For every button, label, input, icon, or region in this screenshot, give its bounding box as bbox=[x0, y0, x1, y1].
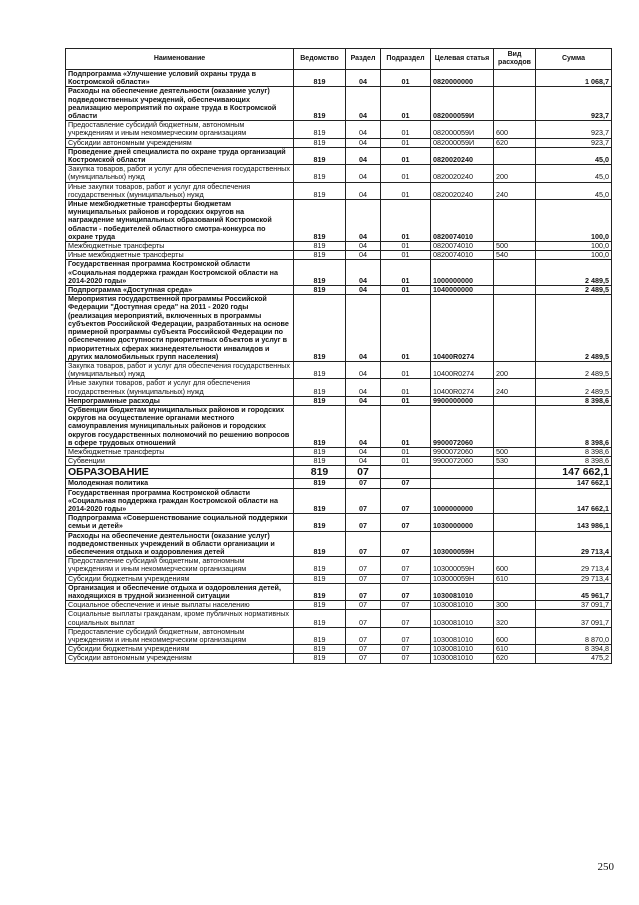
row-amount-cell: 37 091,7 bbox=[536, 601, 612, 610]
row-amount-cell: 45,0 bbox=[536, 147, 612, 164]
row-target-article-cell: 0820074010 bbox=[431, 242, 494, 251]
table-row bbox=[66, 147, 612, 164]
row-subsection-cell: 01 bbox=[381, 457, 431, 466]
row-expense-type-cell bbox=[494, 147, 536, 164]
row-target-article-cell: 1000000000 bbox=[431, 260, 494, 286]
row-amount-cell: 29 713,4 bbox=[536, 531, 612, 557]
row-department-cell: 819 bbox=[294, 242, 346, 251]
table-row bbox=[66, 405, 612, 447]
row-department-cell: 819 bbox=[294, 457, 346, 466]
row-name-cell: Молодежная политика bbox=[66, 479, 294, 488]
row-target-article-cell: 103000059Н bbox=[431, 557, 494, 574]
column-header-subsection: Подраздел bbox=[381, 49, 431, 70]
row-name-cell: Закупка товаров, работ и услуг для обеспечения государственных (муниципальных) нужд bbox=[66, 361, 294, 378]
table-row bbox=[66, 286, 612, 295]
row-expense-type-cell bbox=[494, 200, 536, 242]
row-expense-type-cell: 530 bbox=[494, 457, 536, 466]
row-target-article-cell: 1040000000 bbox=[431, 286, 494, 295]
row-name-cell: Межбюджетные трансферты bbox=[66, 242, 294, 251]
row-section-cell: 07 bbox=[346, 583, 381, 600]
column-header-department: Ведомство bbox=[294, 49, 346, 70]
row-amount-cell: 29 713,4 bbox=[536, 574, 612, 583]
row-department-cell: 819 bbox=[294, 531, 346, 557]
row-expense-type-cell: 200 bbox=[494, 165, 536, 182]
row-subsection-cell: 07 bbox=[381, 557, 431, 574]
row-section-cell: 04 bbox=[346, 396, 381, 405]
row-department-cell: 819 bbox=[294, 466, 346, 479]
row-subsection-cell: 07 bbox=[381, 479, 431, 488]
row-subsection-cell: 07 bbox=[381, 574, 431, 583]
row-expense-type-cell: 620 bbox=[494, 138, 536, 147]
row-amount-cell: 923,7 bbox=[536, 121, 612, 138]
row-subsection-cell: 01 bbox=[381, 70, 431, 87]
row-expense-type-cell: 540 bbox=[494, 251, 536, 260]
table-row bbox=[66, 583, 612, 600]
row-department-cell: 819 bbox=[294, 361, 346, 378]
row-section-cell: 07 bbox=[346, 610, 381, 627]
column-header-amount: Сумма bbox=[536, 49, 612, 70]
row-name-cell: Субвенции бюджетам муниципальных районов и городских округов на осуществление органами местного самоуправления муниципальных районов и городских округов государственных полномочий по решению вопросов в сфере трудовых отношений bbox=[66, 405, 294, 447]
table-row bbox=[66, 514, 612, 531]
row-department-cell: 819 bbox=[294, 138, 346, 147]
row-name-cell: Закупка товаров, работ и услуг для обеспечения государственных (муниципальных) нужд bbox=[66, 165, 294, 182]
table-row bbox=[66, 447, 612, 456]
row-subsection-cell: 01 bbox=[381, 165, 431, 182]
row-expense-type-cell: 610 bbox=[494, 574, 536, 583]
row-section-cell: 04 bbox=[346, 70, 381, 87]
table-row bbox=[66, 260, 612, 286]
row-subsection-cell: 07 bbox=[381, 583, 431, 600]
row-expense-type-cell: 500 bbox=[494, 242, 536, 251]
row-department-cell: 819 bbox=[294, 583, 346, 600]
row-name-cell: Межбюджетные трансферты bbox=[66, 447, 294, 456]
table-row bbox=[66, 557, 612, 574]
row-name-cell: Социальные выплаты гражданам, кроме публичных нормативных социальных выплат bbox=[66, 610, 294, 627]
row-subsection-cell: 01 bbox=[381, 379, 431, 396]
row-subsection-cell: 01 bbox=[381, 121, 431, 138]
row-target-article-cell: 1030000000 bbox=[431, 514, 494, 531]
row-section-cell: 04 bbox=[346, 379, 381, 396]
row-subsection-cell: 01 bbox=[381, 251, 431, 260]
row-name-cell: Субвенции bbox=[66, 457, 294, 466]
row-subsection-cell: 07 bbox=[381, 488, 431, 514]
row-expense-type-cell bbox=[494, 286, 536, 295]
row-department-cell: 819 bbox=[294, 610, 346, 627]
row-expense-type-cell: 610 bbox=[494, 645, 536, 654]
row-subsection-cell: 07 bbox=[381, 627, 431, 644]
row-subsection-cell: 07 bbox=[381, 645, 431, 654]
row-department-cell: 819 bbox=[294, 165, 346, 182]
row-expense-type-cell: 600 bbox=[494, 121, 536, 138]
row-amount-cell: 8 398,6 bbox=[536, 457, 612, 466]
row-department-cell: 819 bbox=[294, 260, 346, 286]
row-section-cell: 04 bbox=[346, 457, 381, 466]
row-section-cell: 07 bbox=[346, 557, 381, 574]
row-section-cell: 04 bbox=[346, 242, 381, 251]
row-expense-type-cell: 320 bbox=[494, 610, 536, 627]
row-amount-cell: 147 662,1 bbox=[536, 479, 612, 488]
row-name-cell: Субсидии бюджетным учреждениям bbox=[66, 645, 294, 654]
row-section-cell: 07 bbox=[346, 488, 381, 514]
table-row bbox=[66, 200, 612, 242]
row-name-cell: Подпрограмма «Улучшение условий охраны труда в Костромской области» bbox=[66, 70, 294, 87]
row-subsection-cell: 01 bbox=[381, 147, 431, 164]
row-expense-type-cell: 200 bbox=[494, 361, 536, 378]
table-row bbox=[66, 87, 612, 121]
table-row bbox=[66, 601, 612, 610]
table-row bbox=[66, 488, 612, 514]
row-amount-cell: 475,2 bbox=[536, 654, 612, 663]
row-expense-type-cell bbox=[494, 479, 536, 488]
row-amount-cell: 2 489,5 bbox=[536, 260, 612, 286]
row-target-article-cell: 1030081010 bbox=[431, 601, 494, 610]
row-subsection-cell: 01 bbox=[381, 87, 431, 121]
row-name-cell: Предоставление субсидий бюджетным, автономным учреждениям и иным некоммерческим организациям bbox=[66, 121, 294, 138]
row-name-cell: Государственная программа Костромской области «Социальная поддержка граждан Костромской области на 2014-2020 годы» bbox=[66, 488, 294, 514]
row-department-cell: 819 bbox=[294, 147, 346, 164]
table-row bbox=[66, 574, 612, 583]
row-amount-cell: 1 068,7 bbox=[536, 70, 612, 87]
row-subsection-cell: 07 bbox=[381, 531, 431, 557]
row-name-cell: Подпрограмма «Совершенствование социальной поддержки семьи и детей» bbox=[66, 514, 294, 531]
row-target-article-cell: 0820020240 bbox=[431, 147, 494, 164]
table-row bbox=[66, 396, 612, 405]
budget-table bbox=[65, 48, 612, 664]
row-expense-type-cell: 300 bbox=[494, 601, 536, 610]
row-subsection-cell: 01 bbox=[381, 295, 431, 362]
row-section-cell: 04 bbox=[346, 87, 381, 121]
row-target-article-cell: 10400R0274 bbox=[431, 379, 494, 396]
row-name-cell: Субсидии автономным учреждениям bbox=[66, 654, 294, 663]
row-target-article-cell: 082000059И bbox=[431, 87, 494, 121]
row-department-cell: 819 bbox=[294, 488, 346, 514]
row-expense-type-cell bbox=[494, 260, 536, 286]
row-department-cell: 819 bbox=[294, 87, 346, 121]
row-amount-cell: 45,0 bbox=[536, 182, 612, 199]
row-amount-cell: 2 489,5 bbox=[536, 295, 612, 362]
row-target-article-cell bbox=[431, 479, 494, 488]
row-department-cell: 819 bbox=[294, 251, 346, 260]
row-department-cell: 819 bbox=[294, 396, 346, 405]
table-row bbox=[66, 361, 612, 378]
row-department-cell: 819 bbox=[294, 627, 346, 644]
table-row bbox=[66, 627, 612, 644]
row-amount-cell: 8 398,6 bbox=[536, 396, 612, 405]
row-target-article-cell: 10400R0274 bbox=[431, 361, 494, 378]
row-amount-cell: 923,7 bbox=[536, 87, 612, 121]
row-name-cell: Предоставление субсидий бюджетным, автономным учреждениям и иным некоммерческим организациям bbox=[66, 627, 294, 644]
table-row bbox=[66, 182, 612, 199]
row-amount-cell: 45 961,7 bbox=[536, 583, 612, 600]
table-row bbox=[66, 531, 612, 557]
row-department-cell: 819 bbox=[294, 295, 346, 362]
row-subsection-cell: 07 bbox=[381, 654, 431, 663]
row-section-cell: 04 bbox=[346, 147, 381, 164]
table-row bbox=[66, 251, 612, 260]
row-section-cell: 07 bbox=[346, 531, 381, 557]
row-expense-type-cell bbox=[494, 70, 536, 87]
row-expense-type-cell bbox=[494, 583, 536, 600]
row-section-cell: 07 bbox=[346, 574, 381, 583]
row-target-article-cell: 1030081010 bbox=[431, 610, 494, 627]
row-expense-type-cell: 600 bbox=[494, 627, 536, 644]
row-section-cell: 04 bbox=[346, 200, 381, 242]
row-name-cell: Расходы на обеспечение деятельности (оказание услуг) подведомственных учреждений, обеспечивающих реализацию мероприятий по охране труда в Костромской области bbox=[66, 87, 294, 121]
table-row bbox=[66, 466, 612, 479]
row-subsection-cell: 01 bbox=[381, 138, 431, 147]
row-name-cell: Мероприятия государственной программы Российской Федерации "Доступная среда" на 2011 - 2020 годы (реализация мероприятий, включенных в программы субъектов Российской Федерации, разработанных на основе примерной программы субъекта Российской Федерации по обеспечению доступности приоритетных объектов и услуг в приоритетных сферах жизнедеятельности инвалидов и других маломобильных групп населения) bbox=[66, 295, 294, 362]
row-expense-type-cell: 240 bbox=[494, 379, 536, 396]
table-row bbox=[66, 121, 612, 138]
row-expense-type-cell: 240 bbox=[494, 182, 536, 199]
row-name-cell: ОБРАЗОВАНИЕ bbox=[66, 466, 294, 479]
row-section-cell: 04 bbox=[346, 138, 381, 147]
table-row bbox=[66, 70, 612, 87]
row-name-cell: Иные закупки товаров, работ и услуг для обеспечения государственных (муниципальных) нужд bbox=[66, 182, 294, 199]
row-department-cell: 819 bbox=[294, 200, 346, 242]
row-expense-type-cell: 600 bbox=[494, 557, 536, 574]
row-expense-type-cell bbox=[494, 295, 536, 362]
table-row bbox=[66, 479, 612, 488]
row-section-cell: 04 bbox=[346, 361, 381, 378]
row-department-cell: 819 bbox=[294, 479, 346, 488]
row-name-cell: Государственная программа Костромской области «Социальная поддержка граждан Костромской области на 2014-2020 годы» bbox=[66, 260, 294, 286]
row-target-article-cell: 9900000000 bbox=[431, 396, 494, 405]
row-department-cell: 819 bbox=[294, 405, 346, 447]
table-row bbox=[66, 654, 612, 663]
row-subsection-cell bbox=[381, 466, 431, 479]
row-section-cell: 04 bbox=[346, 447, 381, 456]
row-target-article-cell: 0820074010 bbox=[431, 200, 494, 242]
table-row bbox=[66, 645, 612, 654]
row-department-cell: 819 bbox=[294, 514, 346, 531]
table-row bbox=[66, 295, 612, 362]
row-target-article-cell: 0820000000 bbox=[431, 70, 494, 87]
row-subsection-cell: 07 bbox=[381, 601, 431, 610]
row-expense-type-cell: 500 bbox=[494, 447, 536, 456]
row-department-cell: 819 bbox=[294, 70, 346, 87]
row-name-cell: Иные межбюджетные трансферты бюджетам муниципальных районов и городских округов на награждение муниципальных образований Костромской области - победителей областного смотра-конкурса по охране труда bbox=[66, 200, 294, 242]
row-amount-cell: 100,0 bbox=[536, 251, 612, 260]
row-expense-type-cell bbox=[494, 405, 536, 447]
row-subsection-cell: 01 bbox=[381, 242, 431, 251]
row-amount-cell: 8 398,6 bbox=[536, 447, 612, 456]
row-amount-cell: 147 662,1 bbox=[536, 466, 612, 479]
row-section-cell: 07 bbox=[346, 514, 381, 531]
row-section-cell: 04 bbox=[346, 260, 381, 286]
column-header-target-article: Целевая статья bbox=[431, 49, 494, 70]
row-name-cell: Подпрограмма «Доступная среда» bbox=[66, 286, 294, 295]
row-target-article-cell: 1030081010 bbox=[431, 627, 494, 644]
row-amount-cell: 29 713,4 bbox=[536, 557, 612, 574]
row-name-cell: Иные закупки товаров, работ и услуг для обеспечения государственных (муниципальных) нужд bbox=[66, 379, 294, 396]
row-target-article-cell: 0820020240 bbox=[431, 165, 494, 182]
row-target-article-cell: 082000059И bbox=[431, 121, 494, 138]
row-section-cell: 04 bbox=[346, 295, 381, 362]
row-target-article-cell: 103000059Н bbox=[431, 574, 494, 583]
row-target-article-cell: 1000000000 bbox=[431, 488, 494, 514]
row-amount-cell: 2 489,5 bbox=[536, 361, 612, 378]
row-target-article-cell: 0820020240 bbox=[431, 182, 494, 199]
table-row bbox=[66, 379, 612, 396]
row-subsection-cell: 01 bbox=[381, 286, 431, 295]
row-amount-cell: 8 394,8 bbox=[536, 645, 612, 654]
row-section-cell: 04 bbox=[346, 286, 381, 295]
row-section-cell: 04 bbox=[346, 121, 381, 138]
row-subsection-cell: 01 bbox=[381, 447, 431, 456]
row-target-article-cell: 1030081010 bbox=[431, 645, 494, 654]
row-section-cell: 07 bbox=[346, 479, 381, 488]
row-department-cell: 819 bbox=[294, 379, 346, 396]
row-section-cell: 04 bbox=[346, 182, 381, 199]
row-target-article-cell: 103000059Н bbox=[431, 531, 494, 557]
row-target-article-cell: 1030081010 bbox=[431, 583, 494, 600]
row-section-cell: 07 bbox=[346, 654, 381, 663]
row-subsection-cell: 07 bbox=[381, 610, 431, 627]
row-amount-cell: 147 662,1 bbox=[536, 488, 612, 514]
row-amount-cell: 37 091,7 bbox=[536, 610, 612, 627]
row-amount-cell: 100,0 bbox=[536, 200, 612, 242]
row-department-cell: 819 bbox=[294, 645, 346, 654]
row-department-cell: 819 bbox=[294, 557, 346, 574]
row-subsection-cell: 01 bbox=[381, 361, 431, 378]
row-amount-cell: 923,7 bbox=[536, 138, 612, 147]
row-section-cell: 07 bbox=[346, 645, 381, 654]
table-row bbox=[66, 242, 612, 251]
row-subsection-cell: 01 bbox=[381, 182, 431, 199]
row-target-article-cell: 10400R0274 bbox=[431, 295, 494, 362]
row-expense-type-cell bbox=[494, 466, 536, 479]
row-amount-cell: 45,0 bbox=[536, 165, 612, 182]
row-section-cell: 04 bbox=[346, 165, 381, 182]
row-amount-cell: 143 986,1 bbox=[536, 514, 612, 531]
row-amount-cell: 8 870,0 bbox=[536, 627, 612, 644]
row-expense-type-cell bbox=[494, 488, 536, 514]
row-amount-cell: 2 489,5 bbox=[536, 379, 612, 396]
row-name-cell: Проведение дней специалиста по охране труда организаций Костромской области bbox=[66, 147, 294, 164]
row-department-cell: 819 bbox=[294, 447, 346, 456]
table-row bbox=[66, 165, 612, 182]
row-department-cell: 819 bbox=[294, 574, 346, 583]
row-target-article-cell: 1030081010 bbox=[431, 654, 494, 663]
column-header-name: Наименование bbox=[66, 49, 294, 70]
row-subsection-cell: 01 bbox=[381, 200, 431, 242]
row-section-cell: 07 bbox=[346, 601, 381, 610]
row-target-article-cell: 9900072060 bbox=[431, 405, 494, 447]
column-header-section: Раздел bbox=[346, 49, 381, 70]
page-number: 250 bbox=[597, 861, 614, 873]
table-row bbox=[66, 138, 612, 147]
row-department-cell: 819 bbox=[294, 654, 346, 663]
row-expense-type-cell bbox=[494, 396, 536, 405]
row-amount-cell: 2 489,5 bbox=[536, 286, 612, 295]
row-department-cell: 819 bbox=[294, 286, 346, 295]
row-amount-cell: 100,0 bbox=[536, 242, 612, 251]
row-name-cell: Социальное обеспечение и иные выплаты населению bbox=[66, 601, 294, 610]
table-row bbox=[66, 610, 612, 627]
row-department-cell: 819 bbox=[294, 601, 346, 610]
row-name-cell: Иные межбюджетные трансферты bbox=[66, 251, 294, 260]
row-section-cell: 07 bbox=[346, 466, 381, 479]
row-department-cell: 819 bbox=[294, 182, 346, 199]
row-target-article-cell: 082000059И bbox=[431, 138, 494, 147]
row-target-article-cell bbox=[431, 466, 494, 479]
table-row bbox=[66, 457, 612, 466]
table-body bbox=[66, 70, 612, 664]
row-subsection-cell: 01 bbox=[381, 260, 431, 286]
row-expense-type-cell bbox=[494, 514, 536, 531]
table-header-row bbox=[66, 49, 612, 70]
row-subsection-cell: 01 bbox=[381, 396, 431, 405]
row-expense-type-cell bbox=[494, 531, 536, 557]
row-name-cell: Непрограммные расходы bbox=[66, 396, 294, 405]
row-subsection-cell: 07 bbox=[381, 514, 431, 531]
row-target-article-cell: 0820074010 bbox=[431, 251, 494, 260]
row-expense-type-cell: 620 bbox=[494, 654, 536, 663]
row-name-cell: Субсидии автономным учреждениям bbox=[66, 138, 294, 147]
row-section-cell: 04 bbox=[346, 251, 381, 260]
row-name-cell: Субсидии бюджетным учреждениям bbox=[66, 574, 294, 583]
row-section-cell: 07 bbox=[346, 627, 381, 644]
row-expense-type-cell bbox=[494, 87, 536, 121]
row-target-article-cell: 9900072060 bbox=[431, 457, 494, 466]
row-target-article-cell: 9900072060 bbox=[431, 447, 494, 456]
row-department-cell: 819 bbox=[294, 121, 346, 138]
row-section-cell: 04 bbox=[346, 405, 381, 447]
column-header-expense-type: Вид расходов bbox=[494, 49, 536, 70]
row-amount-cell: 8 398,6 bbox=[536, 405, 612, 447]
row-name-cell: Предоставление субсидий бюджетным, автономным учреждениям и иным некоммерческим организациям bbox=[66, 557, 294, 574]
row-name-cell: Расходы на обеспечение деятельности (оказание услуг) подведомственных учреждений в области организации и обеспечения отдыха и оздоровления детей bbox=[66, 531, 294, 557]
row-name-cell: Организация и обеспечение отдыха и оздоровления детей, находящихся в трудной жизненной ситуации bbox=[66, 583, 294, 600]
row-subsection-cell: 01 bbox=[381, 405, 431, 447]
